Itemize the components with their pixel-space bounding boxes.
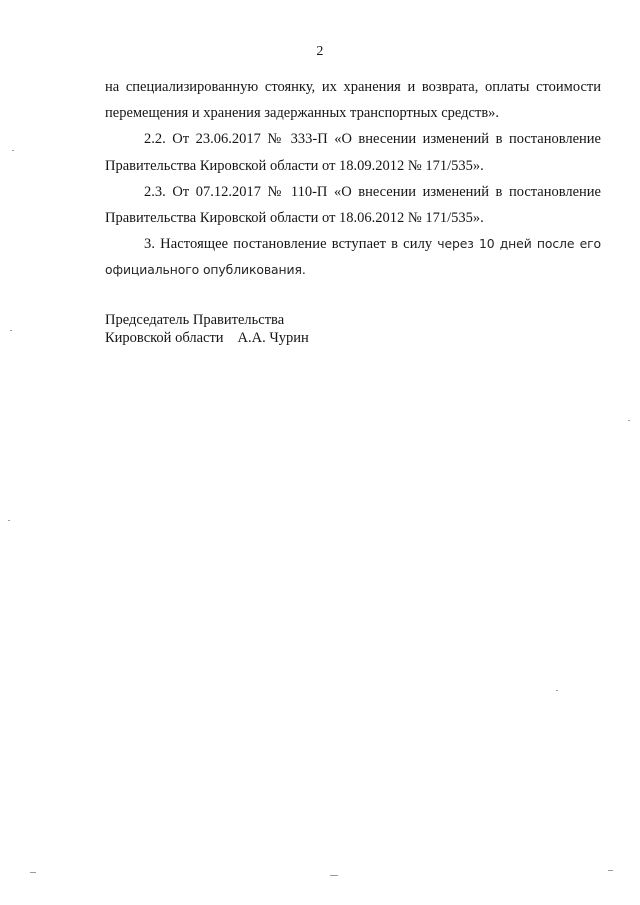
signatory-region: Кировской области bbox=[105, 330, 224, 346]
item-3-stamped-text: через 10 дней после его официального опубликования. bbox=[105, 236, 601, 278]
page-number: 2 bbox=[316, 44, 324, 59]
scan-speck bbox=[10, 330, 12, 331]
scan-speck bbox=[608, 870, 613, 871]
item-3-typed-text: 3. Настоящее постановление вступает в силу bbox=[144, 236, 433, 253]
scan-speck bbox=[628, 420, 630, 421]
signatory-line bbox=[105, 329, 309, 347]
scan-speck bbox=[330, 875, 338, 876]
paragraph-continuation: на специализированную стоянку, их хранения и возврата, оплаты стоимости перемещения и хранения задержанных транспортных средств». bbox=[105, 79, 601, 122]
scan-speck bbox=[12, 150, 14, 151]
scan-speck bbox=[30, 872, 36, 873]
scan-speck bbox=[556, 690, 558, 691]
scan-speck bbox=[8, 520, 10, 521]
signature-block bbox=[105, 311, 309, 347]
paragraph-item-2-2: 2.2. От 23.06.2017 № 333-П «О внесении изменений в постановление Правительства Кировской области от 18.09.2012 № 171/535». bbox=[105, 131, 601, 174]
signatory-title: Председатель Правительства bbox=[105, 312, 285, 328]
signatory-name: А.А. Чурин bbox=[237, 330, 309, 346]
document-body bbox=[105, 74, 601, 284]
paragraph-item-2-3: 2.3. От 07.12.2017 № 110-П «О внесении изменений в постановление Правительства Кировской области от 18.06.2012 № 171/535». bbox=[105, 183, 601, 227]
paragraph-item-3 bbox=[105, 231, 601, 283]
